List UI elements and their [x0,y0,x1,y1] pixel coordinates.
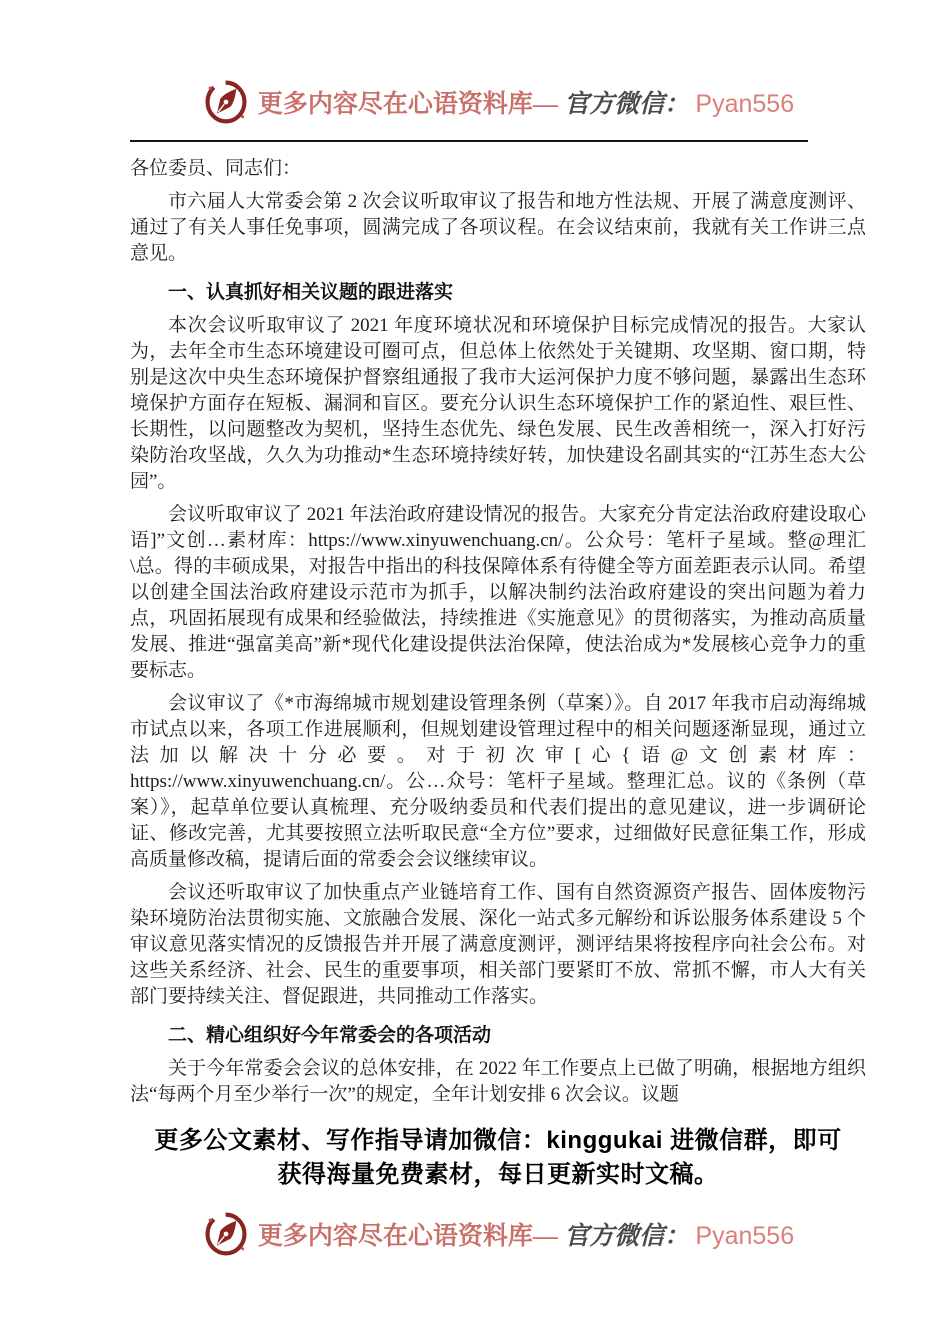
header-brand-text [258,84,794,120]
promo-line-2: 获得海量免费素材，每日更新实时文稿。 [277,1161,719,1188]
pen-logo-icon [202,76,250,128]
paragraph-1: 市六届人大常委会第 2 次会议听取审议了报告和地方性法规、开展了满意度测评、通过了有关人事任免事项，圆满完成了各项议程。在会议结束前，我就有关工作讲三点意见。 [130,191,866,264]
footer-brand-text [258,1216,794,1252]
document-body [130,156,866,1108]
header-tagline: 更多内容尽在心语资料库— [257,91,558,118]
paragraph-6: 关于今年常委会会议的总体安排，在 2022 年工作要点上已做了明确，根据地方组织法“每两个月至少举行一次”的规定，全年计划安排 6 次会议。议题 [130,1058,866,1105]
paragraph-2: 本次会议听取审议了 2021 年度环境状况和环境保护目标完成情况的报告。大家认为，去年全市生态环境建设可圈可点，但总体上依然处于关键期、攻坚期、窗口期，特别是这次中央生态环境保护督察组通报了我市大运河保护力度不够问题，暴露出生态环境保护方面存在短板、漏洞和盲区。要充分认识生态环境保护工作的紧迫性、艰巨性、长期性，以问题整改为契机，坚持生态优先、绿色发展、民生改善相统一，深入打好污染防治攻坚战，久久为功推动*生态环境持续好转，加快建设名副其实的“江苏生态大公园”。 [130,315,866,492]
footer-wechat-id: Pyan556 [695,1222,795,1250]
pen-logo-icon [202,1208,250,1260]
paragraph-4: 会议审议了《*市海绵城市规划建设管理条例（草案）》。自 2017 年我市启动海绵城市试点以来，各项工作进展顺利，但规划建设管理过程中的相关问题逐渐显现，通过立法加以解决十分必要。对于初次审[心{语@文创素材库：https://www.xinyuwenchuang.cn/。公…众号：笔杆子星域。整理汇总。议的《条例（草案）》，起草单位要认真梳理、充分吸纳委员和代表们提出的意见建议，进一步调研论证、修改完善，尤其要按照立法听取民意“全方位”要求，过细做好民意征集工作，形成高质量修改稿，提请后面的常委会会议继续审议。 [130,693,866,870]
salutation: 各位委员、同志们： [130,158,302,179]
paragraph-5: 会议还听取审议了加快重点产业链培育工作、国有自然资源资产报告、固体废物污染环境防治法贯彻实施、文旅融合发展、深化一站式多元解纷和诉讼服务体系建设 5 个审议意见落实情况的反馈报告并开展了满意度测评，测评结果将按程序向社会公布。对这些关系经济、社会、民生的重要事项，相关部门要紧盯不放、常抓不懈，市人大有关部门要持续关注、督促跟进，共同推动工作落实。 [130,882,866,1007]
promo-banner [130,1124,866,1192]
footer-wechat-label: 官方微信： [564,1223,690,1250]
footer-tagline: 更多内容尽在心语资料库— [257,1223,558,1250]
header-divider [130,140,808,142]
footer-brand [130,1208,866,1260]
header-wechat-id: Pyan556 [695,90,795,118]
promo-line-1: 更多公文素材、写作指导请加微信：kinggukai 进微信群，即可 [154,1127,842,1154]
section-heading-1: 一、认真抓好相关议题的跟进落实 [168,282,454,303]
section-heading-2: 二、精心组织好今年常委会的各项活动 [168,1025,492,1046]
header-wechat-label: 官方微信： [564,91,690,118]
header-brand [130,76,866,128]
paragraph-3: 会议听取审议了 2021 年法治政府建设情况的报告。大家充分肯定法治政府建设取心语]”文创…素材库：https://www.xinyuwenchuang.cn/。公众号：笔杆子星域。整@理汇\总。得的丰硕成果，对报告中指出的科技保障体系有待健全等方面差距表示认同。希望以创建全国法治政府建设示范市为抓手，以解决制约法治政府建设的突出问题为着力点，巩固拓展现有成果和经验做法，持续推进《实施意见》的贯彻落实，为推动高质量发展、推进“强富美高”新*现代化建设提供法治保障，使法治成为*发展核心竞争力的重要标志。 [130,504,866,681]
